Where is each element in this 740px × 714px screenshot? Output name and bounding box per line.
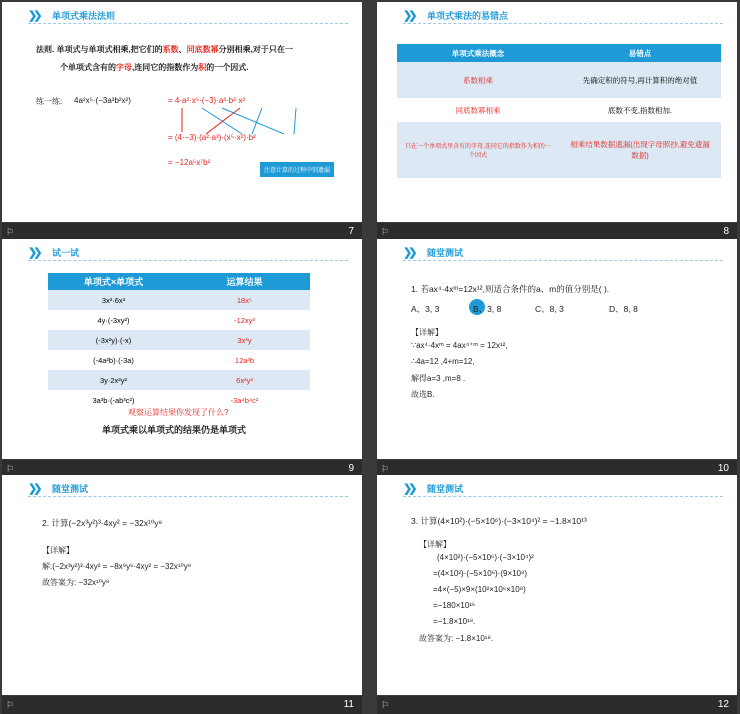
slide-title: 单项式乘法法则 [52, 10, 116, 21]
option-a[interactable]: A、3, 3 [411, 304, 440, 314]
chevron-icon: ❯❯ [403, 246, 414, 259]
chevron-icon: ❯❯ [403, 9, 414, 22]
detail-step: 解得a=3 ,m=8 . [411, 374, 466, 383]
table-header: 易错点 [628, 48, 652, 58]
detail-step: 故答案为: −32x¹⁰y⁸ [42, 578, 110, 587]
chevron-icon: ❯❯ [28, 9, 39, 22]
slide-number: 11 [343, 699, 354, 710]
table-header: 单项式×单项式 [83, 277, 144, 287]
detail-label: 【详解】 [42, 546, 74, 555]
pitfall-table [397, 44, 721, 178]
slide-icon: ⚐ [6, 464, 15, 474]
slide-title: 随堂测试 [52, 483, 89, 494]
detail-step: 解:(−2x³y²)³·4xy² = −8x⁹y⁶·4xy² = −32x¹⁰y⁸ [42, 562, 192, 571]
table-cell: 相乘结果数据遗漏(出现字母照抄,避免遗漏数据) [570, 140, 710, 160]
slide-icon: ⚐ [381, 227, 390, 237]
table-cell: (-3x²y)·(-x) [95, 335, 132, 345]
table-header: 单项式乘法概念 [451, 48, 505, 58]
practice-label: 练一练: [36, 97, 63, 106]
slide-7[interactable] [2, 2, 362, 237]
table-cell: -12xy³ [234, 315, 255, 325]
slide-icon: ⚐ [6, 227, 15, 237]
table-cell: 4y·(-3xy²) [97, 315, 130, 325]
detail-step: 故答案为: −1.8×10¹⁸. [419, 634, 494, 643]
slide-number: 12 [717, 699, 729, 710]
table-cell: 底数不变,指数相加. [607, 105, 673, 115]
note-callout: 注意计算的过程中别遗漏 [260, 162, 334, 177]
detail-label: 【详解】 [419, 540, 451, 549]
option-b[interactable]: B、3, 8 [473, 304, 502, 314]
table-cell: 同底数幂相乘 [455, 105, 501, 115]
slide-footer [2, 696, 362, 714]
option-c[interactable]: C、8, 3 [535, 304, 564, 314]
divider [28, 496, 348, 497]
table-cell: -3a⁴b⁴c² [230, 395, 259, 405]
table-header: 运算结果 [226, 277, 263, 287]
table-cell: (-4a²b)·(-3a) [93, 355, 134, 365]
table-cell: 6x²y³ [236, 375, 253, 385]
rule-line-1: 法则. 单项式与单项式相乘,把它们的系数、同底数幂分别相乘,对于只在一 [36, 45, 293, 54]
detail-step: (4×10²)·(−5×10⁶)·(−3×10⁴)² [437, 553, 534, 562]
practice-table [48, 273, 310, 410]
divider [28, 23, 348, 24]
slide-footer [377, 696, 737, 714]
observe-question: 观察运算结果你发现了什么? [128, 408, 229, 417]
table-cell: 3x²·6x³ [101, 295, 126, 305]
detail-step: ∴4a=12 ,4+m=12, [411, 357, 475, 366]
divider [403, 260, 723, 261]
table-cell: 系数相乘 [463, 75, 493, 85]
question: 1. 若ax⁴·4xᵐ=12x¹²,则适合条件的a、m的值分别是( ). [411, 284, 610, 294]
table-cell: 18x⁵ [236, 295, 253, 305]
slide-title: 随堂测试 [427, 247, 464, 258]
detail-step: =−1.8×10¹⁸. [433, 617, 476, 626]
practice-step-3: = −12a⁵x⁷b² [168, 158, 211, 167]
slide-number: 8 [723, 226, 729, 237]
detail-step: =−180×10¹⁶ [433, 601, 476, 610]
practice-step-1: = 4·a²·x⁵·(−3)·a³·b²·x² [168, 96, 246, 105]
slide-number: 10 [717, 463, 729, 474]
slide-number: 9 [348, 463, 354, 474]
detail-step: =(4×10²)·(−5×10⁶)·(9×10⁸) [433, 569, 528, 578]
conclusion: 单项式乘以单项式的结果仍是单项式 [102, 425, 247, 435]
divider [403, 496, 723, 497]
rule-line-2: 个单项式含有的字母,连同它的指数作为积的一个因式. [60, 63, 249, 72]
slide-title: 随堂测试 [427, 483, 464, 494]
detail-step: =4×(−5)×9×(10²×10⁶×10⁸) [433, 585, 526, 594]
slide-10[interactable] [377, 239, 737, 474]
matching-arrows [172, 106, 332, 146]
table-cell: 3y·2x²y² [99, 375, 128, 385]
chevron-icon: ❯❯ [28, 246, 39, 259]
question: 2. 计算(−2x³y²)³·4xy² = −32x¹⁰y⁸ [42, 518, 163, 528]
slide-12[interactable] [377, 475, 737, 710]
table-cell: 3x³y [237, 335, 252, 345]
slide-11[interactable] [2, 475, 362, 710]
table-cell: 12a³b [234, 355, 255, 365]
slide-icon: ⚐ [381, 464, 390, 474]
table-cell: 只在一个单项式里含有的字母,连同它的指数作为积的一个因式 [405, 144, 551, 159]
detail-step: 故选B. [411, 390, 435, 399]
chevron-icon: ❯❯ [403, 482, 414, 495]
table-cell: 先确定积的符号,再计算积的绝对值 [582, 75, 698, 85]
option-d[interactable]: D、8, 8 [609, 304, 638, 314]
slide-icon: ⚐ [381, 700, 390, 710]
slide-8[interactable] [377, 2, 737, 237]
practice-expr: 4a²x⁵·(−3a³b²x²) [74, 96, 131, 105]
divider [28, 260, 348, 261]
slide-9[interactable] [2, 239, 362, 474]
slide-icon: ⚐ [6, 700, 15, 710]
slide-title: 试一试 [52, 247, 80, 258]
table-cell: 3a³b·(-ab³c²) [92, 395, 135, 405]
slide-title: 单项式乘法的易错点 [427, 10, 509, 21]
detail-label: 【详解】 [411, 328, 443, 337]
detail-step: ∵ax⁴·4xᵐ = 4ax⁴⁺ᵐ = 12x¹², [411, 341, 508, 350]
chevron-icon: ❯❯ [28, 482, 39, 495]
question: 3. 计算(4×10²)·(−5×10⁶)·(−3×10⁴)² = −1.8×10¹³ [411, 516, 587, 526]
divider [403, 23, 723, 24]
slide-number: 7 [348, 226, 354, 237]
practice-step-2: = (4·−3)·(a²·a³)·(x⁵·x²)·b² [168, 133, 256, 142]
